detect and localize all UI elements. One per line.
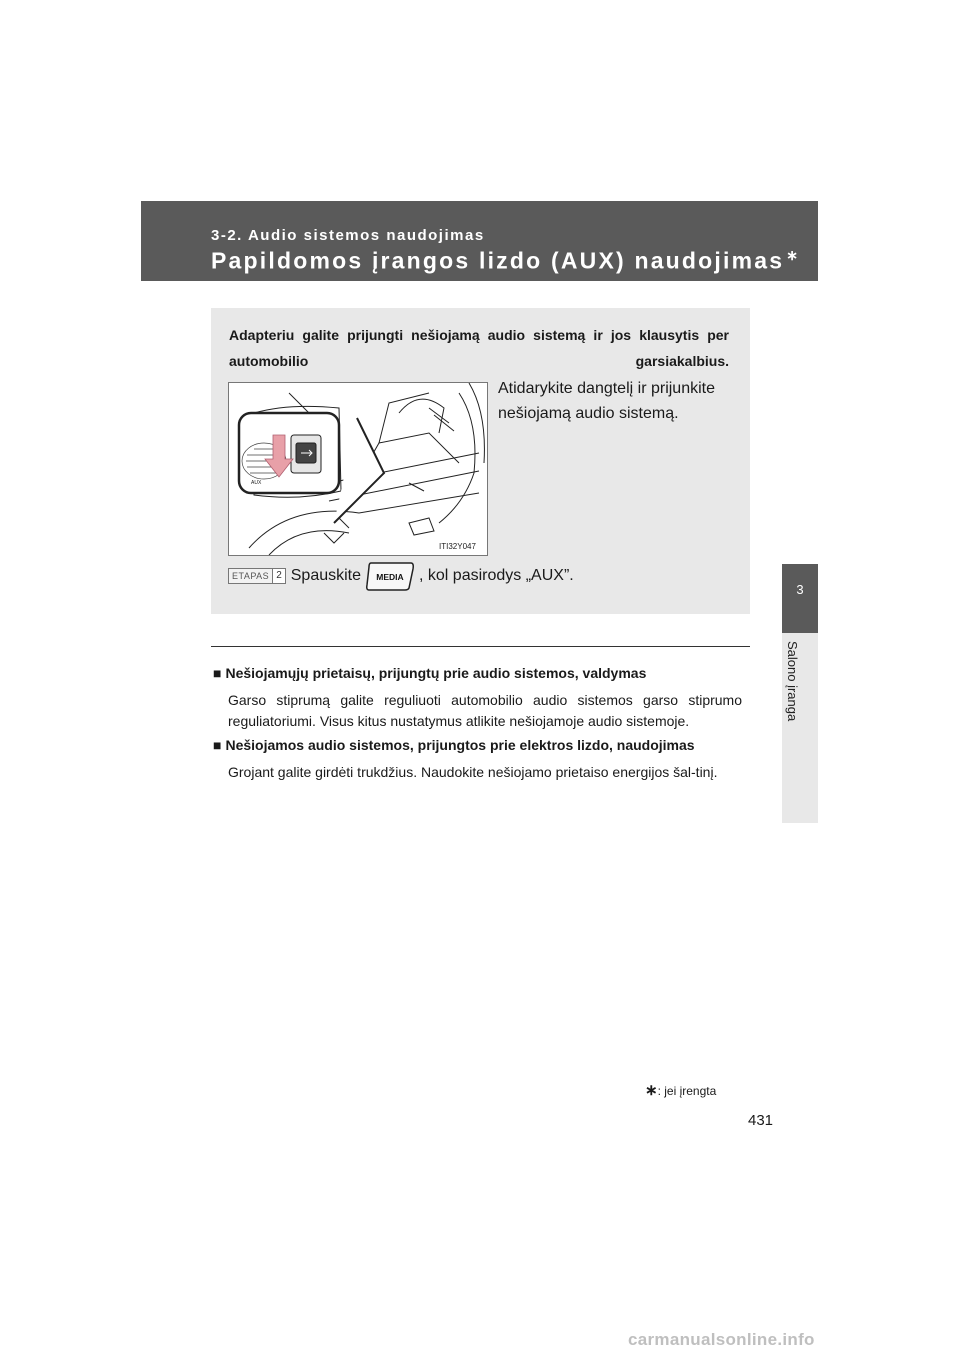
section-heading-control [213,665,646,681]
header-band [141,201,818,281]
step1-text: Atidarykite dangtelį ir prijunkite nešiojamą audio sistemą. [498,380,715,422]
console-drawing [229,383,487,555]
aux-port-illustration [228,382,488,556]
asterisk-icon: ∗ [645,1082,658,1099]
section-body-power: Grojant galite girdėti trukdžius. Naudokite nešiojamo prietaiso energijos šal-tinį. [228,764,718,780]
section-heading-power [213,737,695,753]
section-label: 3-2. Audio sistemos naudojimas [211,227,485,244]
step-box [211,308,750,614]
footnote-text: : jei įrengta [657,1084,717,1098]
section-body-control: Garso stiprumą galite reguliuoti automobilio audio sistemos garso stiprumo reguliatoriumi. Visus kitus nustatymus atlikite nešiojamoje audio sistemoje. [228,692,742,729]
footnote [645,1081,716,1099]
step2-badge [228,568,286,584]
step2-text-before: Spauskite [290,567,362,584]
square-bullet-icon: ■ [213,665,222,681]
chapter-number-tab[interactable]: 3 [782,564,818,633]
page-title [211,247,800,275]
step2-text-after: , kol pasirodys „AUX”. [419,567,574,584]
optional-equipment-marker: ∗ [786,247,801,263]
page-title-text: Papildomos įrangos lizdo (AUX) naudojimas [211,247,785,274]
aux-port-label: AUX [251,480,262,486]
intro-text: Adapteriu galite prijungti nešiojamą audio sistemą ir jos klausytis per automobilio garsiakalbius. [229,327,729,369]
step2-badge-label: ETAPAS [232,571,270,581]
watermark[interactable]: carmanualsonline.info [628,1330,815,1349]
section-heading-text: Nešiojamos audio sistemos, prijungtos prie elektros lizdo, naudojimas [225,737,695,753]
section-heading-text: Nešiojamųjų prietaisų, prijungtų prie audio sistemos, valdymas [225,665,647,681]
illustration-code: ITI32Y047 [439,542,476,551]
step2-badge-number: 2 [272,569,285,583]
square-bullet-icon: ■ [213,737,222,753]
page-number: 431 [748,1112,774,1129]
section-divider [211,646,750,647]
step2-row [228,560,574,592]
chapter-label: Salono įranga [785,641,800,722]
media-button-label: MEDIA [376,572,404,582]
chapter-label-tab[interactable] [782,633,818,823]
media-button-icon [365,561,415,591]
